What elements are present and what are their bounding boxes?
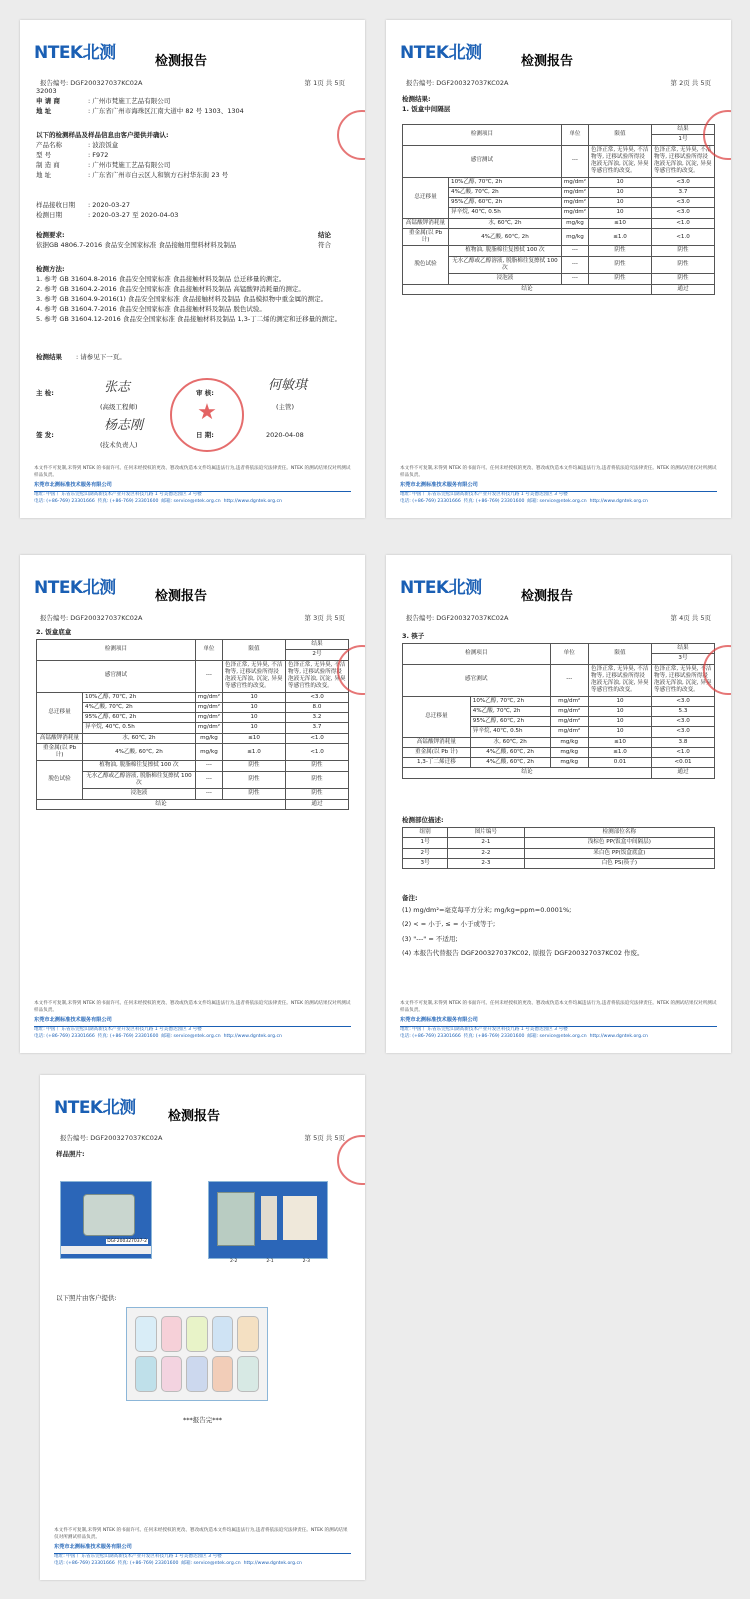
method-item: 4. 参考 GB 31604.7-2016 食品安全国家标准 食品接触材料及制品 脱色试验。: [36, 305, 266, 314]
lunchbox-thumbnail: [161, 1316, 183, 1352]
page-footer: 本文件不可复制,未得到 NTEK 的书面许可。任何未经授权的更改、篡改或伪造本文件均属违法行为,违者将依法追究法律责任。NTEK 的测试结果仅对所测试样品负责。 东莞市北测标准技术服务有限公司 地址: 中国 广东省东莞松山湖高新技术产业开发区科技九路 1 号美德达园区 3 号楼 电话: (+86-769) 23301666 传真: (+86-769) 23301600 邮箱: service@ntek.org.cn http://www.dgntek.org.cn: [34, 465, 351, 505]
sample-info-row: 型 号 : F972: [36, 151, 109, 160]
edge-seal-stamp: [337, 1135, 365, 1185]
table-row: 异辛烷, 40℃, 0.5h mg/dm² 10 <3.0: [403, 727, 715, 737]
sample-info-row: 地 址 : 广东省广州市白云区人和镇方石村华东街 23 号: [36, 171, 229, 180]
page-title: 检测报告: [168, 1109, 221, 1124]
page-number: 第 1页 共 5页: [304, 79, 345, 87]
page-footer: 本文件不可复制,未得到 NTEK 的书面许可。任何未经授权的更改、篡改或伪造本文件均属违法行为,违者将依法追究法律责任。NTEK 的测试结果仅对所测试样品负责。 东莞市北测标准技术服务有限公司 地址: 中国 广东省东莞松山湖高新技术产业开发区科技九路 1 号美德达园区 3 号楼 电话: (+86-769) 23301666 传真: (+86-769) 23301600 邮箱: service@ntek.org.cn http://www.dgntek.org.cn: [400, 465, 717, 505]
page-number: 第 4页 共 5页: [670, 614, 711, 622]
table-row: 无水乙醇或乙醇溶液, 脱脂棉往复擦拭 100 次 --- 阴性 阴性: [403, 256, 715, 274]
date-block: 样品接收日期 : 2020-03-27 检测日期 : 2020-03-27 至 2020-04-03: [36, 201, 179, 220]
official-seal-stamp: ★: [170, 378, 244, 452]
reviewer-signature: 何敏琪: [268, 378, 308, 393]
table-row: 4%乙酸, 70℃, 2h mg/dm² 10 8.0: [37, 702, 349, 712]
ntek-logo: NTEK北测: [34, 43, 116, 63]
lunchbox-thumbnail: [186, 1356, 208, 1392]
table-row: 4%乙酸, 70℃, 2h mg/dm² 10 5.3: [403, 706, 715, 716]
lunchbox-thumbnail: [135, 1316, 157, 1352]
table-row: 结论 通过: [403, 284, 715, 294]
results-table-2: 检测项目 单位 限值 结果 2号 感官测试 --- 色泽正常, 无异臭, 不洁物等, 迁移试验所得浸泡液无浑浊, 沉淀, 异臭等感官性的改变。 色泽正常, 无异臭, 不洁物等, 迁移试验所得浸泡液无浑浊, 沉淀, 异臭等感官性的改变。 总迁移量 10%乙醇, 70℃, 2h mg/dm² 10 <3.0 4%乙酸, 70℃, 2h mg/dm² 10 8.0 95%乙醇, 60℃, 2h mg/dm² 10 3.2 异辛烷, 40℃, 0.5h mg/dm² 10 3.7 高锰酸钾消耗量 水, 60℃, 2h mg/kg ≤10 <1.0 重金属(以 Pb 计) 4%乙酸, 60℃, 2h mg/kg ≤1.0 <1.0 脱色试验 植物油, 脱脂棉往复擦拭 100 次 --- 阴性 阴性 无水乙醇或乙醇溶液, 脱脂棉往复擦拭 100 次 --- 阴性 阴性 浸泡液 --- 阴性 阴性 结论 通过: [36, 639, 349, 810]
table-row: 浸泡液 --- 阴性 阴性: [37, 789, 349, 799]
page-number: 第 5页 共 5页: [304, 1134, 345, 1142]
ntek-logo: NTEK北测: [54, 1098, 136, 1118]
table-row: 异辛烷, 40℃, 0.5h mg/dm² 10 <3.0: [403, 208, 715, 218]
method-item: 3. 参考 GB 31604.9-2016(1) 食品安全国家标准 食品接触材料及制品 食品模拟物中重金属的测定。: [36, 295, 328, 304]
approver-signature: 杨志刚: [104, 418, 144, 433]
page-number: 第 2页 共 5页: [670, 79, 711, 87]
lunchbox-thumbnail: [135, 1356, 157, 1392]
lunchbox-thumbnail: [237, 1356, 259, 1392]
table-row: 重金属(以 Pb 计) 4%乙酸, 60℃, 2h mg/kg ≤1.0 <1.0: [37, 743, 349, 761]
requirement-block: 检测要求: 结论 依据GB 4806.7-2016 食品安全国家标准 食品接触用塑料材料及制品 符合: [36, 231, 331, 250]
table-row: 95%乙醇, 60℃, 2h mg/dm² 10 3.2: [37, 713, 349, 723]
table-row: 结论 通过: [37, 799, 349, 809]
photo-2-labels: [230, 1259, 310, 1264]
table-row: 高锰酸钾消耗量 水, 60℃, 2h mg/kg ≤10 <1.0: [403, 218, 715, 228]
page-title: 检测报告: [521, 589, 574, 604]
photo-label: 2-2: [230, 1259, 238, 1264]
table-row: 重金属(以 Pb 计) 4%乙酸, 60℃, 2h mg/kg ≤1.0 <1.0: [403, 747, 715, 757]
page-footer: 本文件不可复制,未得到 NTEK 的书面许可。任何未经授权的更改、篡改或伪造本文件均属违法行为,违者将依法追究法律责任。NTEK 的测试结果仅对所测试样品负责。 东莞市北测标准技术服务有限公司 地址: 中国 广东省东莞松山湖高新技术产业开发区科技九路 1 号美德达园区 3 号楼 电话: (+86-769) 23301666 传真: (+86-769) 23301600 邮箱: service@ntek.org.cn http://www.dgntek.org.cn: [54, 1528, 351, 1568]
page-footer: 本文件不可复制,未得到 NTEK 的书面许可。任何未经授权的更改、篡改或伪造本文件均属违法行为,违者将依法追究法律责任。NTEK 的测试结果仅对所测试样品负责。 东莞市北测标准技术服务有限公司 地址: 中国 广东省东莞松山湖高新技术产业开发区科技九路 1 号美德达园区 3 号楼 电话: (+86-769) 23301666 传真: (+86-769) 23301600 邮箱: service@ntek.org.cn http://www.dgntek.org.cn: [400, 1000, 717, 1040]
photo-label: 2-3: [302, 1259, 310, 1264]
table-row: 4%乙酸, 70℃, 2h mg/dm² 10 3.7: [403, 187, 715, 197]
page-title: 检测报告: [521, 54, 574, 69]
table-row: 1,3-丁二烯迁移 4%乙酸, 60℃, 2h mg/kg 0.01 <0.01: [403, 758, 715, 768]
lunchbox-thumbnail: [161, 1356, 183, 1392]
table-row: 总迁移量 10%乙醇, 70℃, 2h mg/dm² 10 <3.0: [37, 692, 349, 702]
report-page-2: NTEK北测 检测报告 报告编号: DGF200327037KC02A 第 2页 共 5页 检测结果: 1. 饭盒中间隔层 检测项目 单位 限值 结果 1号 感官测试 --- 色泽正常, 无异臭, 不洁物等, 迁移试验所得浸泡液无浑浊, 沉淀, 异臭等感官性的改变。 色泽正常, 无异臭, 不洁物等, 迁移试验所得浸泡液无浑浊, 沉淀, 异臭等感官性的改变。 总迁移量 10%乙醇, 70℃, 2h mg/dm² 10 <3.0 4%乙酸, 70℃, 2h mg/dm² 10 3.7 95%乙醇, 60℃, 2h mg/dm² 10 <3.0 异辛烷, 40℃, 0.5h mg/dm² 10 <3.0 高锰酸钾消耗量 水, 60℃, 2h mg/kg ≤10 <1.0 重金属(以 Pb 计) 4%乙酸, 60℃, 2h mg/kg ≤1.0 <1.0 脱色试验 植物油, 脱脂棉往复擦拭 100 次 --- 阴性 阴性 无水乙醇或乙醇溶液, 脱脂棉往复擦拭 100 次 --- 阴性 阴性 浸泡液 --- 阴性 阴性 结论 通过 本文件不可复制,未得到 NTEK 的书面许可。任何未经授权的更改、篡改或伪造本文件均属违法行为,违者将依法追究法律责任。NTEK 的测试结果仅对所测试样品负责。 东莞市北测标准技术服务有限公司 地址: 中国 广东省东莞松山湖高新技术产业开发区科技九路 1 号美德达园区 3 号楼 电话: (+86-769) 23301666 传真: (+86-769) 23301600 邮箱: service@ntek.org.cn http://www.dgntek.org.cn: [386, 20, 731, 518]
parts-table: 组别 图片编号 检测部位名称 1号 2-1 浅棕色 PP(饭盒中间隔层) 2号 2-2 米白色 PP(饭盒底盒) 3号 2-3 白色 PS(筷子): [402, 827, 715, 869]
page-title: 检测报告: [155, 589, 208, 604]
applicant-block: 32003 申 请 商 : 广州市梵施工艺品有限公司 地 址 : 广东省广州市海珠区江南大道中 82 号 1303、1304: [36, 87, 244, 116]
table-row: 95%乙醇, 60℃, 2h mg/dm² 10 <3.0: [403, 717, 715, 727]
method-item: 1. 参考 GB 31604.8-2016 食品安全国家标准 食品接触材料及制品 总迁移量的测定。: [36, 275, 286, 284]
table-row: 感官测试 --- 色泽正常, 无异臭, 不洁物等, 迁移试验所得浸泡液无浑浊, 沉淀, 异臭等感官性的改变。 色泽正常, 无异臭, 不洁物等, 迁移试验所得浸泡液无浑浊, 沉淀, 异臭等感官性的改变。: [403, 145, 715, 177]
note-item: (1) mg/dm²=毫克每平方分米; mg/kg=ppm=0.0001%;: [402, 906, 572, 915]
results-table-3: 检测项目 单位 限值 结果 3号 感官测试 --- 色泽正常, 无异臭, 不洁物等, 迁移试验所得浸泡液无浑浊, 沉淀, 异臭等感官性的改变。 色泽正常, 无异臭, 不洁物等, 迁移试验所得浸泡液无浑浊, 沉淀, 异臭等感官性的改变。 总迁移量 10%乙醇, 70℃, 2h mg/dm² 10 <3.0 4%乙酸, 70℃, 2h mg/dm² 10 5.3 95%乙醇, 60℃, 2h mg/dm² 10 <3.0 异辛烷, 40℃, 0.5h mg/dm² 10 <3.0 高锰酸钾消耗量 水, 60℃, 2h mg/kg ≤10 3.8 重金属(以 Pb 计) 4%乙酸, 60℃, 2h mg/kg ≤1.0 <1.0 1,3-丁二烯迁移 4%乙酸, 60℃, 2h mg/kg 0.01 <0.01 结论 通过: [402, 643, 715, 779]
ntek-logo: NTEK北测: [400, 43, 482, 63]
page-title: 检测报告: [155, 54, 208, 69]
ntek-logo: NTEK北测: [34, 578, 116, 598]
sample-photo-2: [208, 1181, 328, 1259]
method-item: 5. 参考 GB 31604.12-2016 食品安全国家标准 食品接触材料及制品 1,3-丁二烯的测定和迁移量的测定。: [36, 315, 342, 324]
lunchbox-thumbnail: [237, 1316, 259, 1352]
result-line: 检测结果 : 请参见下一页。: [36, 353, 126, 361]
table-row: 感官测试 --- 色泽正常, 无异臭, 不洁物等, 迁移试验所得浸泡液无浑浊, 沉淀, 异臭等感官性的改变。 色泽正常, 无异臭, 不洁物等, 迁移试验所得浸泡液无浑浊, 沉淀, 异臭等感官性的改变。: [37, 660, 349, 692]
signature-block: 主 检: 张志 (高级工程师) 审 核: 何敏琪 (主管) 签 发: 杨志刚 (技术负责人) 日 期: 2020-04-08: [36, 378, 308, 449]
lunchbox-thumbnail: [212, 1316, 234, 1352]
note-item: (4) 本报告代替报告 DGF200327037KC02, 原报告 DGF200327037KC02 作废。: [402, 948, 644, 957]
tester-signature: 张志: [104, 380, 131, 395]
table-row: 浸泡液 --- 阴性 阴性: [403, 274, 715, 284]
client-photo: [126, 1307, 268, 1401]
report-page-5: NTEK北测 检测报告 报告编号: DGF200327037KC02A 第 5页 共 5页 样品照片: DGF200327037-2 2-2 2-1 2-3 以下照片由客户提供: ***报告完*** 本文件不可复制,未得到 NTEK 的书面许可。任何未经授权的更改、篡改或伪造本文件均属违法行为,违者将依法追究法律责任。NTEK 的测试结果仅对所测试样品负责。 东莞市北测标准技术服务有限公司 地址: 中国 广东省东莞松山湖高新技术产业开发区科技九路 1 号美德达园区 3 号楼 电话: (+86-769) 23301666 传真: (+86-769) 23301600 邮箱: service@ntek.org.cn http://www.dgntek.org.cn: [40, 1075, 365, 1580]
lunchbox-thumbnail: [186, 1316, 208, 1352]
report-page-4: NTEK北测 检测报告 报告编号: DGF200327037KC02A 第 4页 共 5页 3. 筷子 检测项目 单位 限值 结果 3号 感官测试 --- 色泽正常, 无异臭, 不洁物等, 迁移试验所得浸泡液无浑浊, 沉淀, 异臭等感官性的改变。 色泽正常, 无异臭, 不洁物等, 迁移试验所得浸泡液无浑浊, 沉淀, 异臭等感官性的改变。 总迁移量 10%乙醇, 70℃, 2h mg/dm² 10 <3.0 4%乙酸, 70℃, 2h mg/dm² 10 5.3 95%乙醇, 60℃, 2h mg/dm² 10 <3.0 异辛烷, 40℃, 0.5h mg/dm² 10 <3.0 高锰酸钾消耗量 水, 60℃, 2h mg/kg ≤10 3.8 重金属(以 Pb 计) 4%乙酸, 60℃, 2h mg/kg ≤1.0 <1.0 1,3-丁二烯迁移 4%乙酸, 60℃, 2h mg/kg 0.01 <0.01 结论 通过 检测部位描述: 组别 图片编号 检测部位名称 1号 2-1 浅棕色 PP(饭盒中间隔层) 2号 2-2 米白色 PP(饭盒底盒) 3号 2-3 白色 PS(筷子) 备注: (1) mg/dm²=毫克每平方分米; mg/kg=ppm=0.0001%; (2) < = 小于, ≤ = 小于或等于; (3) "---" = 不适用; (4) 本报告代替报告 DGF200327037KC02, 原报告 DGF200327037KC02 作废。 本文件不可复制,未得到 NTEK 的书面许可。任何未经授权的更改、篡改或伪造本文件均属违法行为,违者将依法追究法律责任。NTEK 的测试结果仅对所测试样品负责。 东莞市北测标准技术服务有限公司 地址: 中国 广东省东莞松山湖高新技术产业开发区科技九路 1 号美德达园区 3 号楼 电话: (+86-769) 23301666 传真: (+86-769) 23301600 邮箱: service@ntek.org.cn http://www.dgntek.org.cn: [386, 555, 731, 1053]
report-number-line: 报告编号: DGF200327037KC02A 第 1页 共 5页: [40, 79, 345, 87]
note-item: (2) < = 小于, ≤ = 小于或等于;: [402, 920, 496, 929]
report-page-1: [20, 20, 365, 518]
results-table-1: 检测项目 单位 限值 结果 1号 感官测试 --- 色泽正常, 无异臭, 不洁物等, 迁移试验所得浸泡液无浑浊, 沉淀, 异臭等感官性的改变。 色泽正常, 无异臭, 不洁物等, 迁移试验所得浸泡液无浑浊, 沉淀, 异臭等感官性的改变。 总迁移量 10%乙醇, 70℃, 2h mg/dm² 10 <3.0 4%乙酸, 70℃, 2h mg/dm² 10 3.7 95%乙醇, 60℃, 2h mg/dm² 10 <3.0 异辛烷, 40℃, 0.5h mg/dm² 10 <3.0 高锰酸钾消耗量 水, 60℃, 2h mg/kg ≤10 <1.0 重金属(以 Pb 计) 4%乙酸, 60℃, 2h mg/kg ≤1.0 <1.0 脱色试验 植物油, 脱脂棉往复擦拭 100 次 --- 阴性 阴性 无水乙醇或乙醇溶液, 脱脂棉往复擦拭 100 次 --- 阴性 阴性 浸泡液 --- 阴性 阴性 结论 通过: [402, 124, 715, 295]
report-number-line: 报告编号: DGF200327037KC02A 第 3页 共 5页: [40, 614, 345, 622]
table-row: 3号 2-3 白色 PS(筷子): [403, 858, 715, 868]
notes-block: 备注: (1) mg/dm²=毫克每平方分米; mg/kg=ppm=0.0001%; (2) < = 小于, ≤ = 小于或等于; (3) "---" = 不适用; (4) 本报告代替报告 DGF200327037KC02, 原报告 DGF200327037KC02 作废。: [402, 893, 715, 960]
table-row: 重金属(以 Pb 计) 4%乙酸, 60℃, 2h mg/kg ≤1.0 <1.0: [403, 228, 715, 246]
lunchbox-thumbnail: [212, 1356, 234, 1392]
sample-info-row: 产品名称 : 波浪饭盒: [36, 141, 119, 150]
photo-label: 2-1: [266, 1259, 274, 1264]
method-block: 检测方法: 1. 参考 GB 31604.8-2016 食品安全国家标准 食品接触材料及制品 总迁移量的测定。 2. 参考 GB 31604.2-2016 食品安全国家标准 食品接触材料及制品 高锰酸钾消耗量的测定。 3. 参考 GB 31604.9-2016(1) 食品安全国家标准 食品接触材料及制品 食品模拟物中重金属的测定。 4. 参考 GB 31604.7-2016 食品安全国家标准 食品接触材料及制品 脱色试验。 5. 参考 GB 31604.12-2016 食品安全国家标准 食品接触材料及制品 1,3-丁二烯的测定和迁移量的测定。: [36, 264, 349, 324]
table-row: 脱色试验 植物油, 脱脂棉往复擦拭 100 次 --- 阴性 阴性: [403, 246, 715, 256]
table-row: 1号 2-1 浅棕色 PP(饭盒中间隔层): [403, 838, 715, 848]
report-number-line: 报告编号: DGF200327037KC02A 第 5页 共 5页: [60, 1134, 345, 1142]
table-row: 结论 通过: [403, 768, 715, 778]
sample-info-row: 制 造 商 : 广州市梵施工艺品有限公司: [36, 161, 171, 170]
table-row: 无水乙醇或乙醇溶液, 脱脂棉往复擦拭 100 次 --- 阴性 阴性: [37, 771, 349, 789]
sample-photo-1: DGF200327037-2: [60, 1181, 152, 1259]
table-row: 95%乙醇, 60℃, 2h mg/dm² 10 <3.0: [403, 198, 715, 208]
report-end: ***报告完***: [183, 1416, 222, 1424]
table-row: 高锰酸钾消耗量 水, 60℃, 2h mg/kg ≤10 3.8: [403, 737, 715, 747]
table-row: 总迁移量 10%乙醇, 70℃, 2h mg/dm² 10 <3.0: [403, 696, 715, 706]
report-number-line: 报告编号: DGF200327037KC02A 第 4页 共 5页: [406, 614, 711, 622]
table-row: 高锰酸钾消耗量 水, 60℃, 2h mg/kg ≤10 <1.0: [37, 733, 349, 743]
ntek-logo: NTEK北测: [400, 578, 482, 598]
note-item: (3) "---" = 不适用;: [402, 934, 458, 943]
page-footer: 本文件不可复制,未得到 NTEK 的书面许可。任何未经授权的更改、篡改或伪造本文件均属违法行为,违者将依法追究法律责任。NTEK 的测试结果仅对所测试样品负责。 东莞市北测标准技术服务有限公司 地址: 中国 广东省东莞松山湖高新技术产业开发区科技九路 1 号美德达园区 3 号楼 电话: (+86-769) 23301666 传真: (+86-769) 23301600 邮箱: service@ntek.org.cn http://www.dgntek.org.cn: [34, 1000, 351, 1040]
report-page-3: NTEK北测 检测报告 报告编号: DGF200327037KC02A 第 3页 共 5页 2. 饭盒底盒 检测项目 单位 限值 结果 2号 感官测试 --- 色泽正常, 无异臭, 不洁物等, 迁移试验所得浸泡液无浑浊, 沉淀, 异臭等感官性的改变。 色泽正常, 无异臭, 不洁物等, 迁移试验所得浸泡液无浑浊, 沉淀, 异臭等感官性的改变。 总迁移量 10%乙醇, 70℃, 2h mg/dm² 10 <3.0 4%乙酸, 70℃, 2h mg/dm² 10 8.0 95%乙醇, 60℃, 2h mg/dm² 10 3.2 异辛烷, 40℃, 0.5h mg/dm² 10 3.7 高锰酸钾消耗量 水, 60℃, 2h mg/kg ≤10 <1.0 重金属(以 Pb 计) 4%乙酸, 60℃, 2h mg/kg ≤1.0 <1.0 脱色试验 植物油, 脱脂棉往复擦拭 100 次 --- 阴性 阴性 无水乙醇或乙醇溶液, 脱脂棉往复擦拭 100 次 --- 阴性 阴性 浸泡液 --- 阴性 阴性 结论 通过 本文件不可复制,未得到 NTEK 的书面许可。任何未经授权的更改、篡改或伪造本文件均属违法行为,违者将依法追究法律责任。NTEK 的测试结果仅对所测试样品负责。 东莞市北测标准技术服务有限公司 地址: 中国 广东省东莞松山湖高新技术产业开发区科技九路 1 号美德达园区 3 号楼 电话: (+86-769) 23301666 传真: (+86-769) 23301600 邮箱: service@ntek.org.cn http://www.dgntek.org.cn: [20, 555, 365, 1053]
report-number-line: 报告编号: DGF200327037KC02A 第 2页 共 5页: [406, 79, 711, 87]
page-number: 第 3页 共 5页: [304, 614, 345, 622]
table-row: 感官测试 --- 色泽正常, 无异臭, 不洁物等, 迁移试验所得浸泡液无浑浊, 沉淀, 异臭等感官性的改变。 色泽正常, 无异臭, 不洁物等, 迁移试验所得浸泡液无浑浊, 沉淀, 异臭等感官性的改变。: [403, 664, 715, 696]
table-row: 2号 2-2 米白色 PP(饭盒底盒): [403, 848, 715, 858]
table-row: 异辛烷, 40℃, 0.5h mg/dm² 10 3.7: [37, 723, 349, 733]
table-row: 总迁移量 10%乙醇, 70℃, 2h mg/dm² 10 <3.0: [403, 177, 715, 187]
sample-info-block: 以下的检测样品及样品信息由客户提供并确认: 产品名称 : 波浪饭盒 型 号 : F972 制 造 商 : 广州市梵施工艺品有限公司 地 址 : 广东省广州市白云区人和镇方石村华东街 23 号: [36, 130, 349, 180]
method-item: 2. 参考 GB 31604.2-2016 食品安全国家标准 食品接触材料及制品 高锰酸钾消耗量的测定。: [36, 285, 305, 294]
table-row: 脱色试验 植物油, 脱脂棉往复擦拭 100 次 --- 阴性 阴性: [37, 761, 349, 771]
